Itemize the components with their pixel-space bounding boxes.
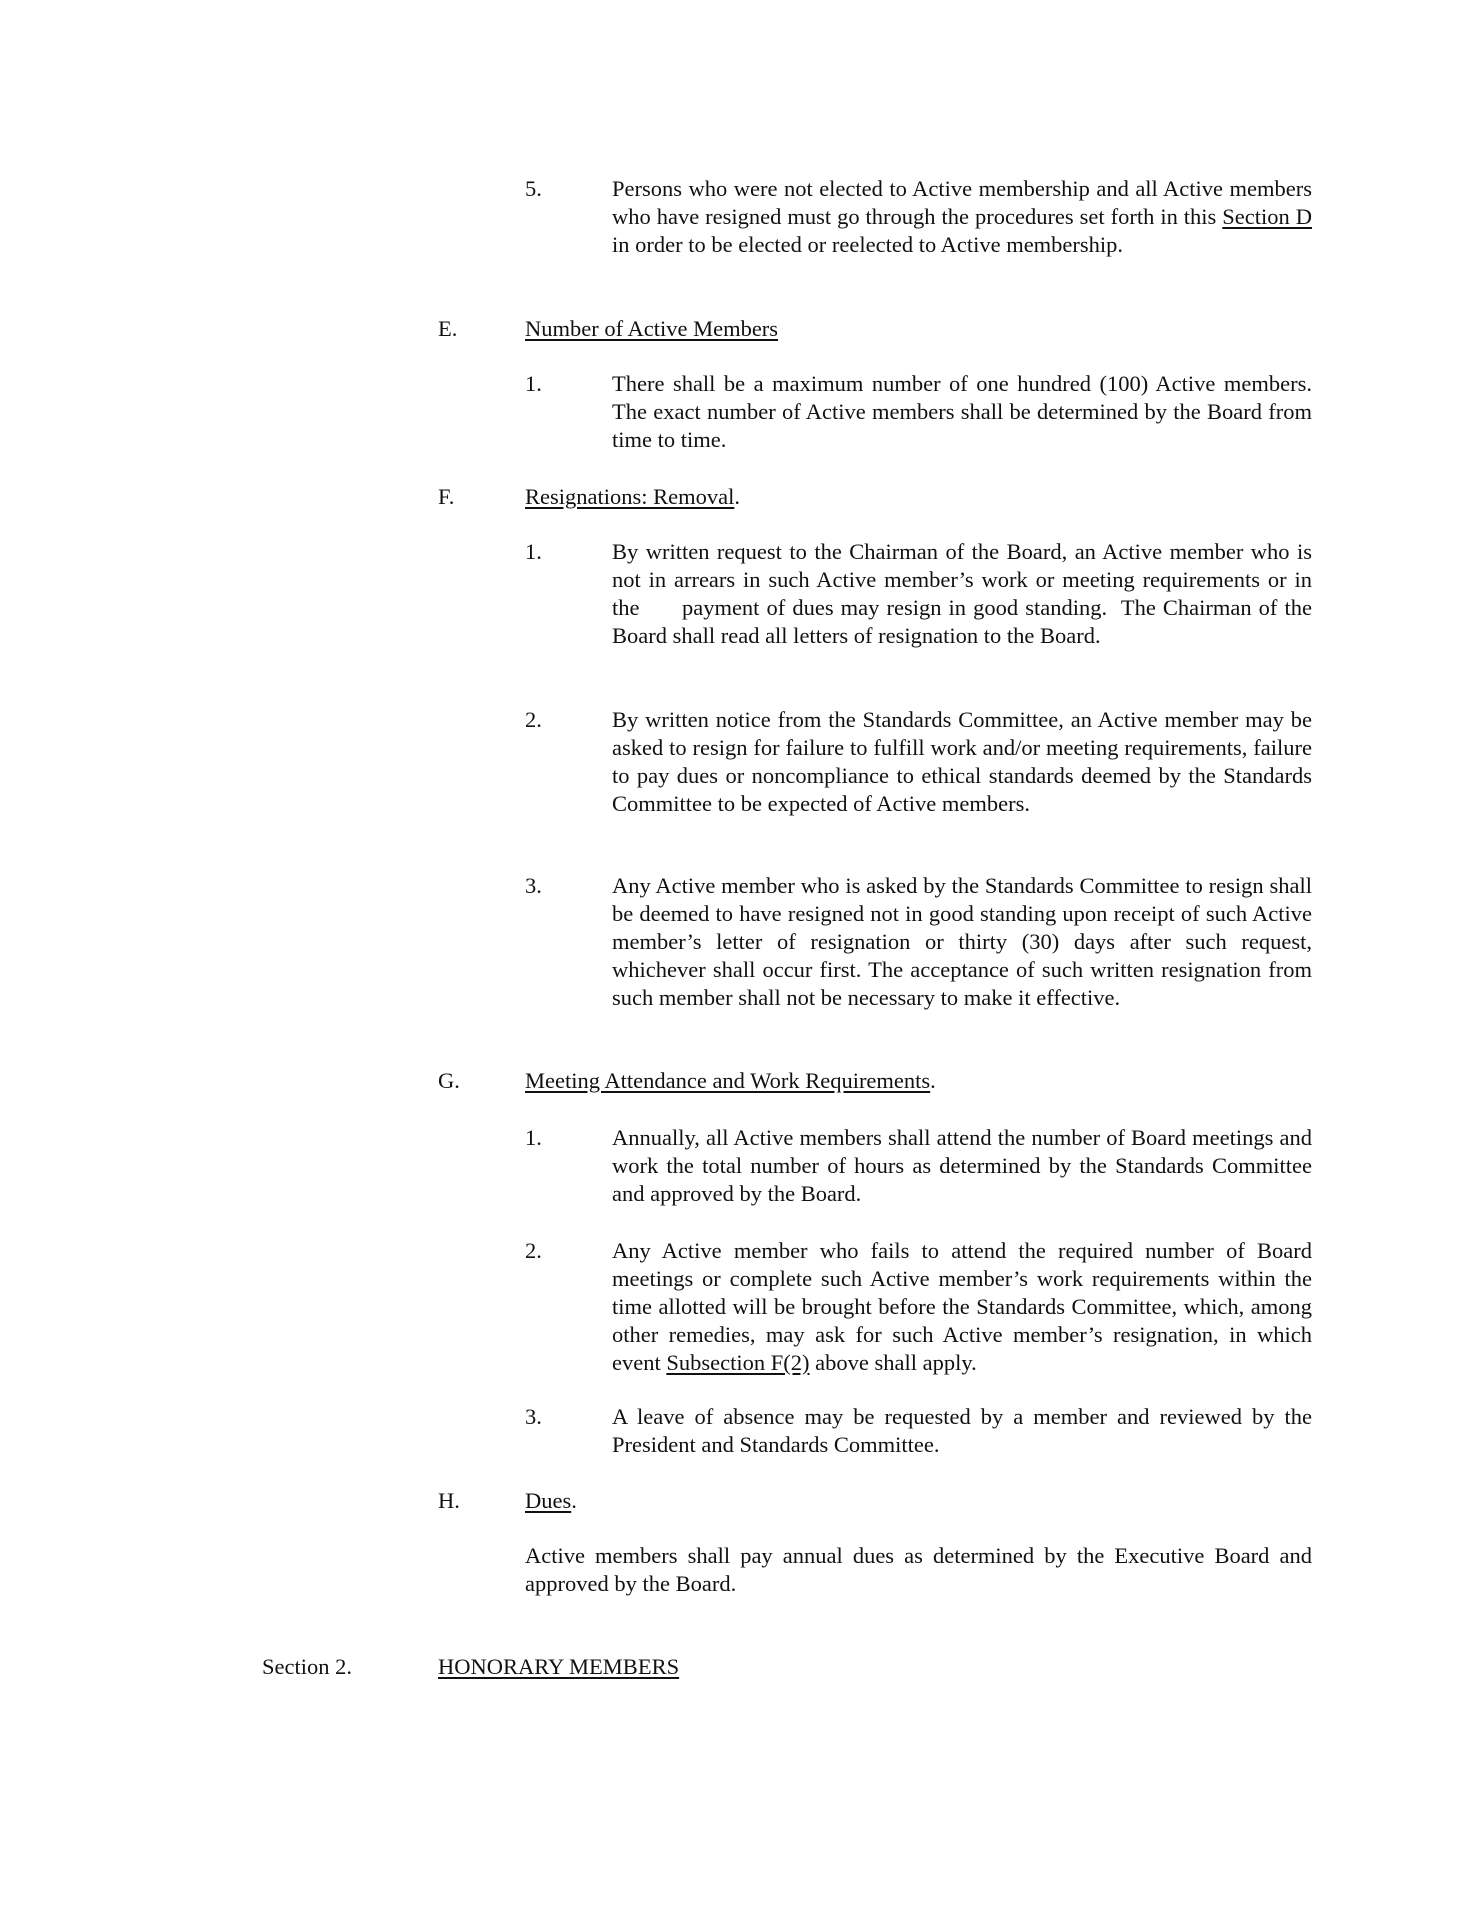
section-letter: H. bbox=[438, 1488, 460, 1513]
item-number: 1. bbox=[525, 371, 542, 396]
item-number: 3. bbox=[525, 1404, 542, 1429]
heading-punct: . bbox=[930, 1068, 936, 1093]
text-part: in order to be elected or reelected to Active membership. bbox=[612, 231, 1124, 257]
heading-punct: . bbox=[571, 1488, 577, 1513]
item-number: 1. bbox=[525, 1125, 542, 1150]
section-heading: Number of Active Members bbox=[525, 316, 779, 341]
section-d-reference: Section D bbox=[1222, 203, 1312, 229]
text-part: Any Active member who fails to attend the required number of Board meetings or complete such Active member’s work requirements within the time allotted will be brought before the Standards Committee, which, among other remedies, may ask for such Active member’s resignation, in which event bbox=[612, 1238, 1312, 1375]
item-text bbox=[612, 175, 1312, 259]
item-text: Annually, all Active members shall attend the number of Board meetings and work the total number of hours as determined by the Standards Committee and approved by the Board. bbox=[612, 1125, 1312, 1206]
item-text: A leave of absence may be requested by a member and reviewed by the President and Standards Committee. bbox=[612, 1404, 1312, 1457]
section-title: HONORARY MEMBERS bbox=[438, 1654, 680, 1679]
section-heading: Resignations: Removal bbox=[525, 484, 735, 509]
section-heading: Dues bbox=[525, 1488, 572, 1513]
item-number: 3. bbox=[525, 873, 542, 898]
item-text: By written request to the Chairman of the Board, an Active member who is not in arrears in such Active member’s work or meeting requirements or in the payment of dues may resign in good standing. The Chairman of the Board shall read all letters of resignation to the Board. bbox=[612, 539, 1318, 648]
item-number: 5. bbox=[525, 176, 542, 201]
text-part: above shall apply. bbox=[809, 1349, 977, 1375]
item-text: Active members shall pay annual dues as determined by the Executive Board and approved by the Board. bbox=[525, 1543, 1312, 1596]
item-text: There shall be a maximum number of one hundred (100) Active members. The exact number of Active members shall be determined by the Board from time to time. bbox=[612, 371, 1312, 452]
section-letter: E. bbox=[438, 316, 458, 341]
item-number: 2. bbox=[525, 707, 542, 732]
item-text: Any Active member who is asked by the Standards Committee to resign shall be deemed to have resigned not in good standing upon receipt of such Active member’s letter of resignation or thirty (30) days after such request, whichever shall occur first. The acceptance of such written resignation from such member shall not be necessary to make it effective. bbox=[612, 873, 1312, 1010]
section-heading: Meeting Attendance and Work Requirements bbox=[525, 1068, 931, 1093]
section-label: Section 2. bbox=[262, 1654, 352, 1679]
section-letter: F. bbox=[438, 484, 455, 509]
section-2-heading bbox=[262, 1653, 680, 1681]
text-part: Persons who were not elected to Active membership and all Active members who have resigned must go through the procedures set forth in this bbox=[612, 176, 1312, 229]
item-text bbox=[612, 1237, 1312, 1377]
subsection-f2-reference: Subsection F(2) bbox=[666, 1349, 810, 1375]
item-number: 1. bbox=[525, 539, 542, 564]
item-number: 2. bbox=[525, 1238, 542, 1263]
section-letter: G. bbox=[438, 1068, 460, 1093]
heading-punct: . bbox=[734, 484, 740, 509]
item-text: By written notice from the Standards Committee, an Active member may be asked to resign for failure to fulfill work and/or meeting requirements, failure to pay dues or noncompliance to ethical standards deemed by the Standards Committee to be expected of Active members. bbox=[612, 707, 1312, 816]
